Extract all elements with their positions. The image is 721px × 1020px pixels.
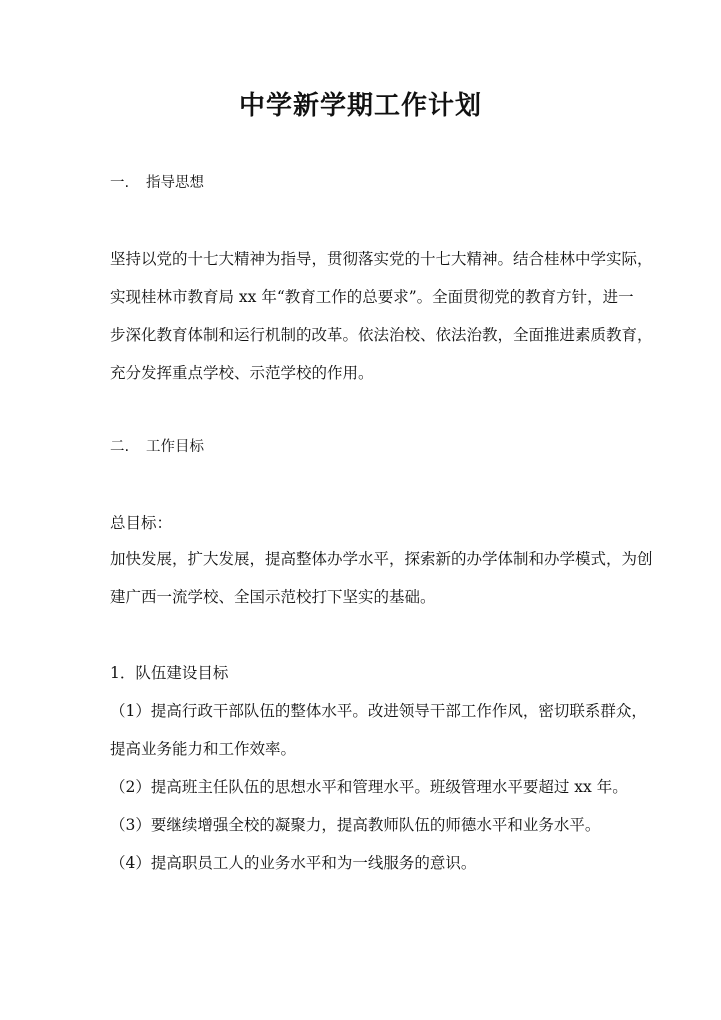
section-heading-work-goals xyxy=(110,436,610,458)
paragraph-line: 加快发展，扩大发展，提高整体办学水平，探索新的办学体制和办学模式，为创 xyxy=(110,550,653,568)
paragraph-line: 步深化教育体制和运行机制的改革。依法治校、依法治教，全面推进素质教育， xyxy=(110,326,653,344)
list-item: （3）要继续增强全校的凝聚力，提高教师队伍的师德水平和业务水平。 xyxy=(110,816,601,834)
paragraph-line: 建广西一流学校、全国示范校打下坚实的基础。 xyxy=(110,588,436,606)
subsection-heading-team-building: 1．队伍建设目标 xyxy=(110,664,229,682)
list-item: （2）提高班主任队伍的思想水平和管理水平。班级管理水平要超过 xx 年。 xyxy=(110,778,628,796)
document-title: 中学新学期工作计划 xyxy=(238,91,482,121)
list-item-continuation: 提高业务能力和工作效率。 xyxy=(110,740,297,758)
section-number: 二. xyxy=(110,439,130,455)
section-title: 工作目标 xyxy=(146,439,204,455)
list-item: （1）提高行政干部队伍的整体水平。改进领导干部工作作风，密切联系群众， xyxy=(110,702,647,720)
section-number: 一. xyxy=(110,175,130,191)
paragraph-line: 充分发挥重点学校、示范学校的作用。 xyxy=(110,364,374,382)
section-title: 指导思想 xyxy=(146,175,204,191)
paragraph-line: 实现桂林市教育局 xx 年“教育工作的总要求”。全面贯彻党的教育方针，进一 xyxy=(110,288,634,306)
list-item: （4）提高职员工人的业务水平和为一线服务的意识。 xyxy=(110,854,477,872)
paragraph-line: 坚持以党的十七大精神为指导，贯彻落实党的十七大精神。结合桂林中学实际， xyxy=(110,250,653,268)
section-heading-guiding-ideology xyxy=(110,172,610,194)
overall-goal-label: 总目标： xyxy=(110,514,173,532)
